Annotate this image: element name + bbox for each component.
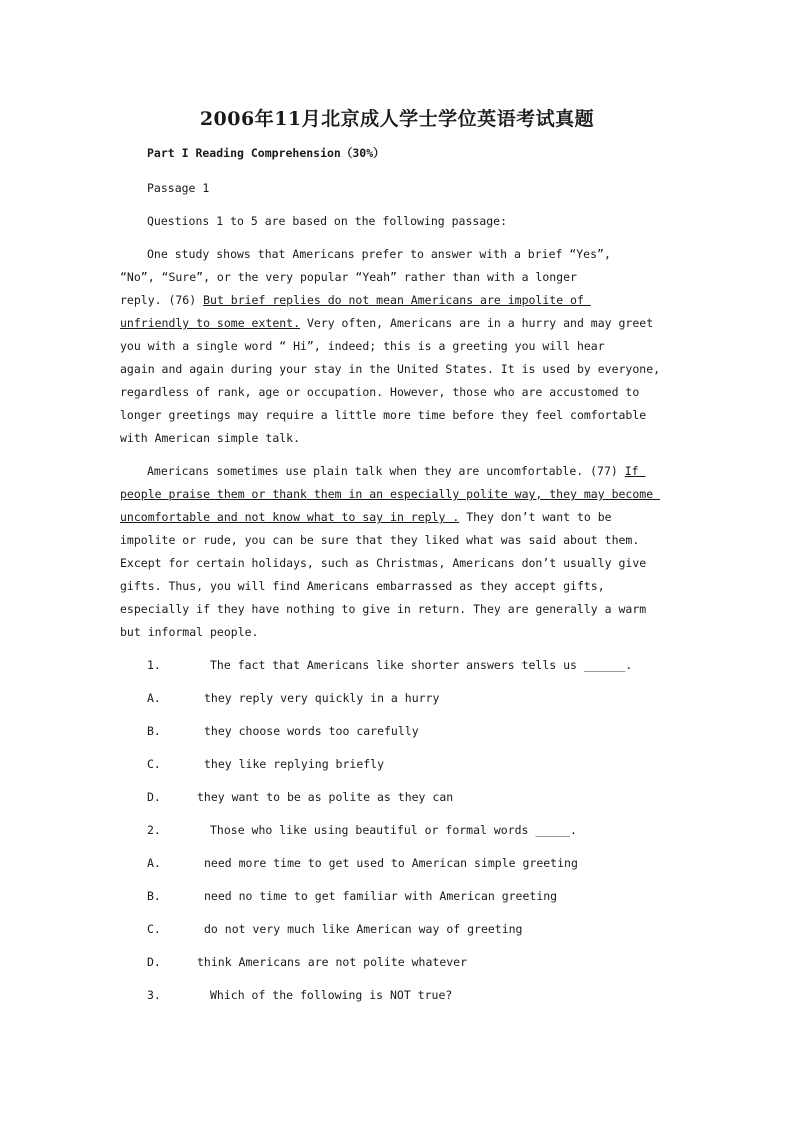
- option-letter: D.: [147, 955, 161, 969]
- paragraph-line: [120, 431, 300, 445]
- option-text: they choose words too carefully: [204, 724, 419, 738]
- underlined-sentence: uncomfortable and not know what to say in reply .: [120, 510, 460, 524]
- paragraph-line: [147, 464, 646, 478]
- text-segment: reply. (76): [120, 293, 204, 307]
- option-text: they reply very quickly in a hurry: [204, 691, 440, 705]
- text-segment: but informal people.: [120, 625, 259, 639]
- paragraph-line: [120, 293, 591, 307]
- option-letter: A.: [147, 856, 161, 870]
- text-segment: One study shows that Americans prefer to answer with a brief “Yes”,: [147, 247, 611, 261]
- text-segment: impolite or rude, you can be sure that they liked what was said about them.: [120, 533, 640, 547]
- text-segment: you with a single word “ Hi”, indeed; this is a greeting you will hear: [120, 339, 605, 353]
- paragraph-line: [120, 385, 639, 399]
- paragraph-line: [147, 247, 611, 261]
- text-segment: Except for certain holidays, such as Christmas, Americans don’t usually give: [120, 556, 647, 570]
- questions-intro: Questions 1 to 5 are based on the following passage:: [147, 214, 508, 228]
- text-segment: Americans sometimes use plain talk when they are uncomfortable. (77): [147, 464, 625, 478]
- text-segment: “No”, “Sure”, or the very popular “Yeah” rather than with a longer: [120, 270, 577, 284]
- text-segment: longer greetings may require a little more time before they feel comfortable: [120, 408, 647, 422]
- option-text: they want to be as polite as they can: [197, 790, 454, 804]
- option-text: think Americans are not polite whatever: [197, 955, 468, 969]
- part-heading: Part I Reading Comprehension（30%）: [147, 146, 385, 160]
- option-text: need more time to get used to American simple greeting: [204, 856, 578, 870]
- option-letter: D.: [147, 790, 161, 804]
- paragraph-line: [120, 602, 646, 616]
- underlined-sentence: people praise them or thank them in an especially polite way, they may become: [120, 487, 661, 501]
- text-segment: especially if they have nothing to give in return. They are generally a warm: [120, 602, 647, 616]
- paragraph-line: [120, 408, 646, 422]
- text-segment: gifts. Thus, you will find Americans embarrassed as they accept gifts,: [120, 579, 605, 593]
- paragraph-line: [120, 362, 660, 376]
- option-letter: C.: [147, 757, 161, 771]
- text-segment: again and again during your stay in the United States. It is used by everyone,: [120, 362, 661, 376]
- option-text: do not very much like American way of greeting: [204, 922, 523, 936]
- paragraph-line: [120, 625, 258, 639]
- paragraph-line: [120, 533, 639, 547]
- text-segment: They don’t want to be: [459, 510, 612, 524]
- question-number: 1.: [147, 658, 161, 672]
- question-text: Those who like using beautiful or formal words _____.: [210, 823, 577, 837]
- paragraph-line: [120, 270, 577, 284]
- paragraph-line: [120, 579, 605, 593]
- question-number: 3.: [147, 988, 161, 1002]
- option-letter: A.: [147, 691, 161, 705]
- underlined-sentence: But brief replies do not mean Americans are impolite of: [203, 293, 591, 307]
- page-title: 2006年11月北京成人学士学位英语考试真题: [199, 108, 595, 130]
- underlined-sentence: unfriendly to some extent.: [120, 316, 301, 330]
- paragraph-line: [120, 556, 646, 570]
- text-segment: with American simple talk.: [120, 431, 301, 445]
- text-segment: Very often, Americans are in a hurry and may greet: [300, 316, 654, 330]
- text-segment: regardless of rank, age or occupation. However, those who are accustomed to: [120, 385, 640, 399]
- question-number: 2.: [147, 823, 161, 837]
- paragraph-line: [120, 510, 612, 524]
- paragraph-line: [120, 339, 605, 353]
- option-text: need no time to get familiar with American greeting: [204, 889, 558, 903]
- option-letter: C.: [147, 922, 161, 936]
- option-letter: B.: [147, 724, 161, 738]
- question-text: The fact that Americans like shorter answers tells us ______.: [210, 658, 633, 672]
- paragraph-line: [120, 487, 660, 501]
- passage-label: Passage 1: [147, 181, 210, 195]
- option-letter: B.: [147, 889, 161, 903]
- underlined-sentence: If: [624, 464, 646, 478]
- option-text: they like replying briefly: [204, 757, 385, 771]
- question-text: Which of the following is NOT true?: [210, 988, 453, 1002]
- paragraph-line: [120, 316, 653, 330]
